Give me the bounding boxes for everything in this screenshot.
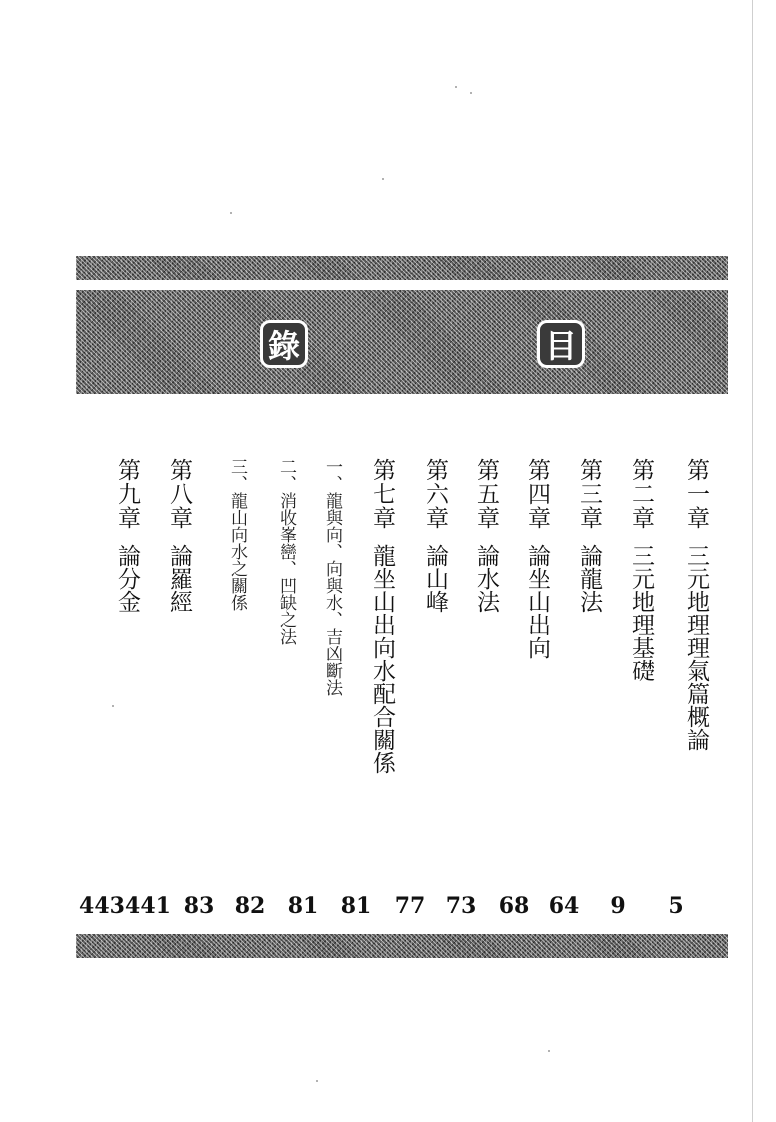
page-number: 81 [340, 893, 372, 919]
toc-section-3 [210, 458, 250, 611]
chapter-title: 論山峰 [422, 544, 448, 613]
page-number: 68 [498, 893, 530, 919]
toc-section-1 [305, 458, 345, 696]
chapter-label: 第四章 [524, 458, 550, 530]
chapter-title: 三元地理基礎 [628, 544, 654, 682]
page-number: 441 [125, 893, 171, 919]
paper-speck [455, 86, 457, 88]
page-number: 9 [610, 893, 626, 919]
toc-entry-4 [514, 458, 554, 659]
chapter-label: 第三章 [576, 458, 602, 530]
toc-entry-1 [673, 458, 713, 751]
toc-entry-9 [104, 458, 144, 613]
page-number: 77 [394, 893, 426, 919]
title-header-band [76, 290, 728, 394]
paper-speck [470, 92, 472, 94]
chapter-label: 第七章 [369, 458, 395, 530]
page-number: 81 [287, 893, 319, 919]
paper-speck [316, 1080, 318, 1082]
chapter-title: 論分金 [114, 544, 140, 613]
section-title: 一、龍與向、向與水、吉凶斷法 [322, 458, 342, 696]
chapter-title: 龍坐山出向水配合關係 [369, 544, 395, 774]
top-border-band [76, 256, 728, 280]
page-number: 83 [183, 893, 215, 919]
toc-entry-7 [359, 458, 399, 774]
chapter-label: 第五章 [473, 458, 499, 530]
toc-entry-8 [156, 458, 196, 613]
chapter-title: 論坐山出向 [524, 544, 550, 659]
chapter-label: 第八章 [166, 458, 192, 530]
paper-speck [382, 178, 384, 180]
section-title: 二、消收峯巒、凹缺之法 [276, 458, 296, 645]
title-char-1: 目 [537, 320, 585, 368]
toc-entry-6 [412, 458, 452, 613]
toc-section-2 [259, 458, 299, 645]
chapter-title: 論羅經 [166, 544, 192, 613]
chapter-label: 第九章 [114, 458, 140, 530]
title-char-2: 錄 [260, 320, 308, 368]
paper-speck [230, 212, 232, 214]
chapter-label: 第一章 [683, 458, 709, 530]
chapter-label: 第六章 [422, 458, 448, 530]
chapter-label: 第二章 [628, 458, 654, 530]
chapter-title: 三元地理理氣篇概論 [683, 544, 709, 751]
bottom-border-band [76, 934, 728, 958]
page-number: 443 [79, 893, 125, 919]
paper-speck [548, 1050, 550, 1052]
page-number: 82 [234, 893, 266, 919]
page-number: 5 [668, 893, 684, 919]
toc-entry-3 [566, 458, 606, 613]
paper-speck [112, 705, 114, 707]
toc-entry-2 [618, 458, 658, 682]
page-number: 73 [445, 893, 477, 919]
section-title: 三、龍山向水之關係 [227, 458, 247, 611]
chapter-title: 論水法 [473, 544, 499, 613]
page-number: 64 [548, 893, 580, 919]
toc-entry-5 [463, 458, 503, 613]
page-edge-line [752, 0, 753, 1122]
chapter-title: 論龍法 [576, 544, 602, 613]
